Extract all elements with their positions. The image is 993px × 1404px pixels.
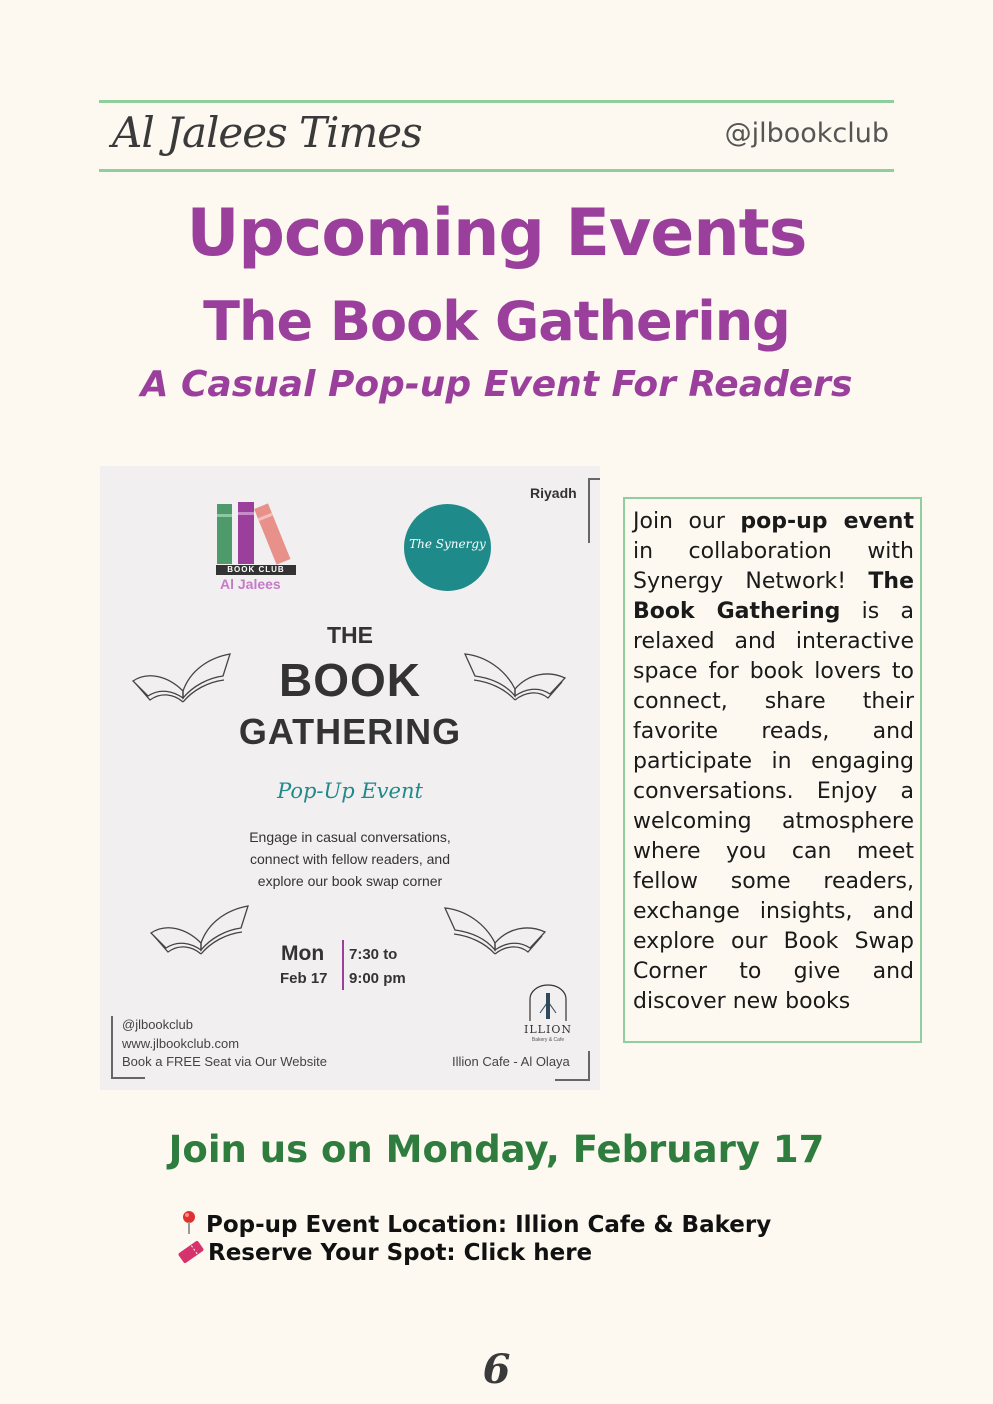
poster-city: Riyadh bbox=[530, 485, 577, 501]
illion-logo-text: ILLION bbox=[524, 1023, 572, 1036]
book-club-name: Al Jalees bbox=[220, 576, 281, 592]
pin-icon bbox=[178, 1210, 200, 1236]
event-description-box bbox=[623, 497, 922, 1043]
reserve-link[interactable]: Reserve Your Spot: Click here bbox=[208, 1240, 593, 1266]
description-text: Join our bbox=[633, 509, 741, 534]
description-text: in collaboration with Synergy Network! bbox=[633, 539, 914, 594]
poster-day: Mon bbox=[281, 942, 325, 965]
poster-title-gathering: GATHERING bbox=[238, 711, 462, 752]
poster-blurb-line-1: Engage in casual conversations, bbox=[249, 829, 451, 845]
location-text: Pop-up Event Location: Illion Cafe & Bakery bbox=[206, 1212, 772, 1238]
synergy-logo-text: The Synergy bbox=[409, 537, 486, 551]
page-title: Upcoming Events bbox=[186, 196, 807, 271]
description-bold: pop-up event bbox=[740, 509, 914, 534]
description-text: is a relaxed and interactive space for book lovers to connect, share their favorite reads, and participate in engaging conversations. Enjoy a welcoming atmosphere where you can meet fellow some readers, exchange insights, and explore our Book Swap Corner to give and discover new books bbox=[633, 599, 915, 1014]
book-club-logo-icon bbox=[214, 502, 304, 572]
synergy-logo-icon bbox=[404, 504, 491, 591]
event-description bbox=[633, 507, 914, 1017]
event-poster bbox=[100, 466, 600, 1090]
location-line bbox=[178, 1210, 771, 1238]
poster-blurb-line-2: connect with fellow readers, and bbox=[250, 851, 450, 867]
reserve-line[interactable] bbox=[178, 1240, 592, 1266]
page-number: 6 bbox=[482, 1346, 511, 1393]
ticket-icon bbox=[178, 1240, 204, 1264]
header-handle: @jlbookclub bbox=[724, 118, 889, 149]
book-club-tag: BOOK CLUB bbox=[216, 565, 296, 575]
poster-footer-site: www.jlbookclub.com bbox=[122, 1036, 240, 1051]
poster-title-book: BOOK bbox=[279, 654, 421, 706]
poster-footer-cta: Book a FREE Seat via Our Website bbox=[122, 1054, 327, 1069]
poster-venue: Illion Cafe - Al Olaya bbox=[452, 1054, 570, 1069]
masthead-title: Al Jalees Times bbox=[112, 108, 422, 157]
poster-time-start: 7:30 to bbox=[349, 946, 398, 963]
header-top-rule bbox=[99, 100, 894, 103]
open-book-icon bbox=[146, 888, 256, 958]
description-bold: The Book Gathering bbox=[633, 569, 914, 624]
open-book-icon bbox=[440, 888, 550, 958]
event-tagline: A Casual Pop-up Event For Readers bbox=[140, 364, 853, 405]
poster-blurb-line-3: explore our book swap corner bbox=[257, 873, 443, 889]
poster-footer-handle: @jlbookclub bbox=[122, 1017, 194, 1032]
open-book-icon bbox=[128, 636, 238, 706]
poster-date-divider bbox=[342, 940, 344, 990]
poster-date: Feb 17 bbox=[280, 970, 328, 987]
poster-time-end: 9:00 pm bbox=[349, 970, 406, 987]
open-book-icon bbox=[460, 634, 570, 704]
poster-title-the: THE bbox=[327, 622, 373, 648]
illion-logo-icon bbox=[520, 983, 576, 1023]
poster-subtitle: Pop-Up Event bbox=[277, 779, 423, 803]
illion-logo-subtext: Bakery & Cafe bbox=[531, 1037, 565, 1043]
join-heading: Join us on Monday, February 17 bbox=[168, 1128, 825, 1171]
header-bottom-rule bbox=[99, 169, 894, 172]
event-title: The Book Gathering bbox=[203, 290, 790, 353]
